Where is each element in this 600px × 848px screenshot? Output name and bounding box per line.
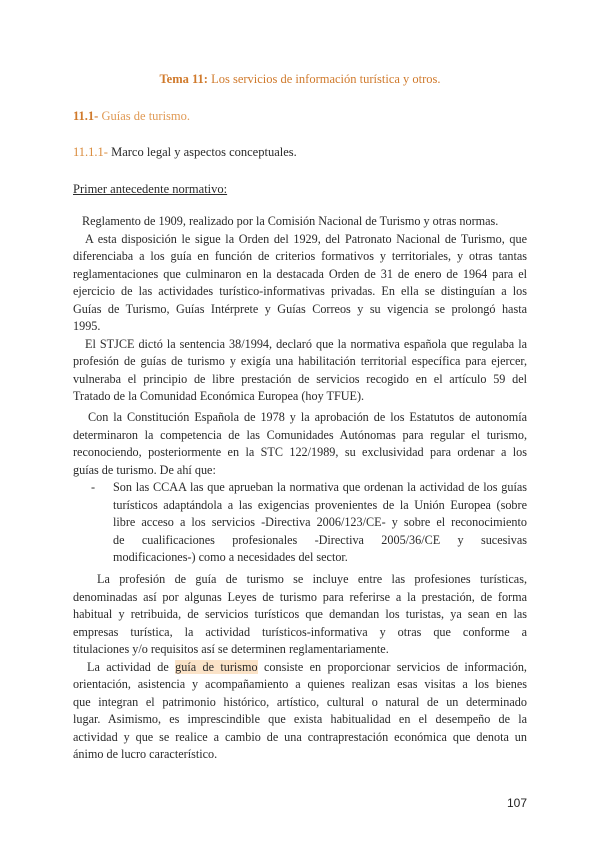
text-line: reconociendo, posteriormente en la STC 122/1989, su exclusividad para ordenar a los [73, 445, 527, 460]
section-heading [73, 109, 190, 124]
text-line: vulneraba el principio de libre prestación de servicios recogido en el artículo 59 del [73, 371, 527, 386]
text-line: profesión de guías de turismo y exigía una habilitación territorial específica para ejercer, [73, 354, 527, 369]
page-number: 107 [506, 796, 527, 810]
text-line: libre acceso a los servicios -Directiva 2006/123/CE- y sobre el reconocimiento [113, 515, 527, 530]
text-line: Con la Constitución Española de 1978 y la aprobación de los Estatutos de autonomía [88, 410, 527, 424]
text-line: lugar. Asimismo, es imprescindible que exista habitualidad en el desempeño de la [73, 712, 527, 727]
title-prefix: Tema 11: [159, 72, 208, 86]
text-line: guías de turismo. De ahí que: [73, 462, 216, 477]
text-line: reglamentaciones que culminaron en la destacada Orden de 31 de enero de 1964 para el [73, 266, 527, 281]
underlined-heading: Primer antecedente normativo: [73, 182, 228, 196]
bullet-item [73, 479, 527, 567]
text-line: El STJCE dictó la sentencia 38/1994, declaró que la normativa española que regulaba la [85, 336, 527, 351]
text-line: actividad y que se realice a cambio de una contraprestación económica que denota un [73, 729, 527, 744]
section-number: 11.1- [73, 109, 99, 123]
activity-paragraph [73, 676, 527, 764]
text-line: Tratado de la Comunidad Económica Europea (hoy TFUE). [73, 389, 365, 404]
constitution-paragraph [73, 409, 527, 479]
bullet-text [113, 479, 527, 567]
profession-paragraph [73, 571, 527, 659]
text-line: de cualificaciones profesionales -Directiva 2005/36/CE y sucesivas [113, 532, 527, 547]
text-line: determinaron la competencia de las Comunidades Autónomas para regular el turismo, [73, 427, 527, 442]
document-title [0, 72, 600, 87]
text-line: Guías de Turismo, Guías Intérprete y Guías Correos y su vigencia se prolongó hasta [73, 301, 527, 316]
text-line: habitual y retribuida, de servicios turísticos que demandan los turistas, ya sean en las [73, 607, 527, 622]
text-run: La actividad de [87, 659, 176, 674]
text-line: ánimo de lucro característico. [73, 747, 218, 762]
text-line: La profesión de guía de turismo se incluye entre las profesiones turísticas, [97, 572, 527, 586]
section-text: Guías de turismo. [98, 109, 191, 123]
paragraph-block-3 [73, 571, 527, 764]
text-line: denominadas así por algunas Leyes de turismo para referirse a la prestación, de forma [73, 589, 527, 604]
highlighted-term: guía de turismo [175, 659, 258, 674]
text-line: Son las CCAA las que aprueban la normativa que ordenan la actividad de los guías [113, 480, 527, 495]
text-line: que integran el patrimonio histórico, artístico, cultural o natural de un determinado [73, 694, 527, 709]
bullet-marker: - [91, 480, 96, 495]
title-text: Los servicios de información turística y otros. [207, 72, 441, 86]
subsection-heading [73, 145, 297, 160]
text-line: Reglamento de 1909, realizado por la Comisión Nacional de Turismo y otras normas. [82, 214, 499, 228]
text-line: ejercicio de las actividades turístico-informativas privadas. En ella se distinguían a los [73, 284, 527, 299]
text-run: consiste en proporcionar servicios de información, [257, 659, 527, 674]
text-line: diferenciaba a los guía en función de criterios formativos y territoriales, y otras tantas [73, 249, 527, 264]
text-line: empresas turística, la actividad turísticos-informativa y otras que conforme a [73, 624, 527, 639]
subsection-text: Marco legal y aspectos conceptuales. [107, 145, 297, 159]
text-line: titulaciones y/o requisitos así se determinen reglamentariamente. [73, 642, 389, 657]
text-line: modificaciones-) como a necesidades del sector. [113, 550, 348, 565]
paragraph-block-2 [73, 409, 527, 567]
text-line: 1995. [73, 319, 101, 334]
text-line: A esta disposición le sigue la Orden del 1929, del Patronato Nacional de Turismo, que [85, 231, 527, 246]
text-line: turísticos adaptándola a las exigencias provenientes de la Unión Europea (sobre [113, 497, 527, 512]
activity-first-line [73, 659, 527, 677]
text-line: orientación, asistencia y acompañamiento a quienes realizan esas visitas a los bienes [73, 677, 527, 692]
subsection-number: 11.1.1- [73, 145, 108, 159]
paragraph-block-1 [73, 213, 527, 406]
